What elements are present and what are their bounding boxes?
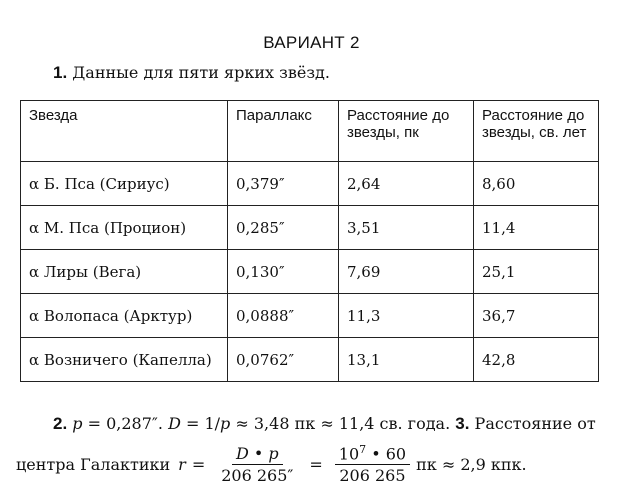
cell-star: α Лиры (Вега) bbox=[21, 250, 228, 294]
d-formula: = 1/ bbox=[180, 414, 221, 433]
cell-star: α Возничего (Капелла) bbox=[21, 338, 228, 382]
table-row bbox=[21, 294, 599, 338]
cell-parallax: 0,0762″ bbox=[228, 338, 339, 382]
cell-star: α Б. Пса (Сириус) bbox=[21, 162, 228, 206]
table-row bbox=[21, 338, 599, 382]
table-row bbox=[21, 250, 599, 294]
d-variable: D bbox=[168, 414, 181, 433]
task-2-number: 2. bbox=[53, 414, 68, 433]
task-1-number: 1. bbox=[53, 63, 68, 82]
task-1 bbox=[53, 63, 330, 83]
variant-title: ВАРИАНТ 2 bbox=[263, 33, 360, 52]
stars-table bbox=[20, 100, 599, 382]
task-1-text: Данные для пяти ярких звёзд. bbox=[72, 63, 330, 82]
fraction-2-base: 10 bbox=[338, 444, 360, 464]
p-value: = 0,287″. bbox=[82, 414, 169, 433]
cell-distance-pc: 11,3 bbox=[339, 294, 474, 338]
cell-parallax: 0,285″ bbox=[228, 206, 339, 250]
fraction-1-numerator-text: D • p bbox=[235, 443, 279, 463]
equals-sign-2: = bbox=[309, 454, 323, 474]
cell-star: α Волопаса (Арктур) bbox=[21, 294, 228, 338]
cell-distance-ly: 36,7 bbox=[474, 294, 599, 338]
r-variable: r bbox=[178, 454, 186, 474]
task-3-result: пк ≈ 2,9 кпк. bbox=[416, 454, 527, 474]
task-3-intro: Расстояние от bbox=[474, 414, 596, 433]
cell-parallax: 0,0888″ bbox=[228, 294, 339, 338]
cell-star: α М. Пса (Процион) bbox=[21, 206, 228, 250]
fraction-1-denominator: 206 265″ bbox=[221, 465, 294, 485]
task-3-formula bbox=[16, 440, 527, 488]
cell-parallax: 0,130″ bbox=[228, 250, 339, 294]
task-3-prefix: центра Галактики bbox=[16, 454, 171, 474]
cell-distance-ly: 25,1 bbox=[474, 250, 599, 294]
fraction-2 bbox=[335, 443, 410, 485]
task-2 bbox=[53, 414, 596, 434]
header-parallax: Параллакс bbox=[228, 101, 339, 162]
fraction-2-denominator: 206 265 bbox=[339, 466, 406, 486]
cell-distance-pc: 13,1 bbox=[339, 338, 474, 382]
p-variable: p bbox=[72, 414, 83, 433]
cell-distance-ly: 42,8 bbox=[474, 338, 599, 382]
table-header-row bbox=[21, 101, 599, 162]
table-row bbox=[21, 206, 599, 250]
cell-distance-ly: 11,4 bbox=[474, 206, 599, 250]
fraction-2-rest: • 60 bbox=[366, 444, 407, 464]
d-result: ≈ 3,48 пк ≈ 11,4 св. года. bbox=[230, 414, 451, 433]
header-star: Звезда bbox=[21, 101, 228, 162]
fraction-1-numerator bbox=[232, 444, 283, 465]
cell-distance-pc: 3,51 bbox=[339, 206, 474, 250]
fraction-2-numerator bbox=[335, 443, 410, 465]
equals-sign: = bbox=[191, 454, 206, 474]
fraction-2-exponent: 7 bbox=[359, 442, 367, 456]
header-distance-pc: Расстояние до звезды, пк bbox=[339, 101, 474, 162]
d-p-variable: p bbox=[220, 414, 231, 433]
cell-parallax: 0,379″ bbox=[228, 162, 339, 206]
cell-distance-pc: 7,69 bbox=[339, 250, 474, 294]
cell-distance-ly: 8,60 bbox=[474, 162, 599, 206]
cell-distance-pc: 2,64 bbox=[339, 162, 474, 206]
header-distance-ly: Расстояние до звезды, св. лет bbox=[474, 101, 599, 162]
task-3-number: 3. bbox=[455, 414, 470, 433]
table-row bbox=[21, 162, 599, 206]
fraction-1 bbox=[217, 444, 297, 485]
